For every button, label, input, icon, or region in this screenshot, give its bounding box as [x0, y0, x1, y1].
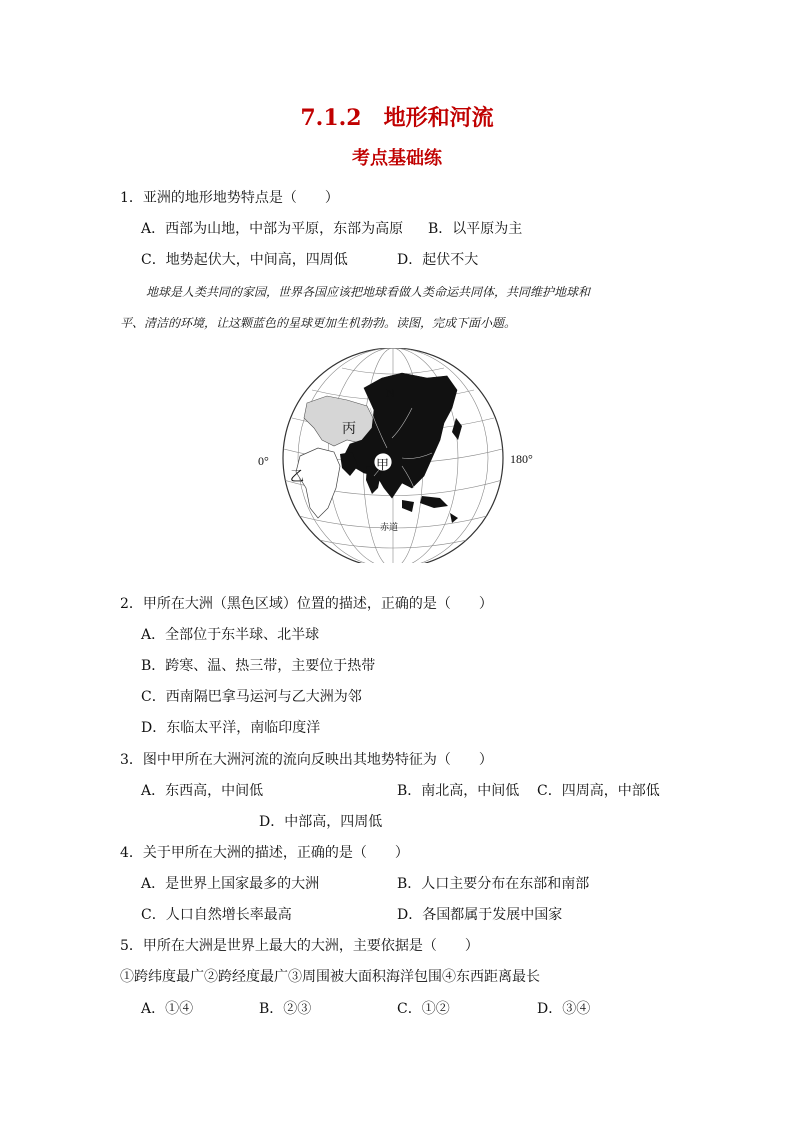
intro-line-1: 地球是人类共同的家园，世界各国应该把地球看做人类命运共同体，共同维护地球和: [146, 285, 591, 299]
q2-option-c[interactable]: C．西南隔巴拿马运河与乙大洲为邻: [141, 689, 362, 705]
q5-stem: 5．甲所在大洲是世界上最大的大洲，主要依据是（ ）: [120, 938, 479, 954]
label-equator: 赤道: [380, 522, 399, 532]
q1-option-d[interactable]: D．起伏不大: [397, 252, 479, 268]
page-title: 7.1.2 地形和河流: [300, 105, 494, 131]
q4-option-c[interactable]: C．人口自然增长率最高: [141, 907, 292, 923]
label-bing: 丙: [342, 422, 356, 437]
q1-stem: 1．亚洲的地形地势特点是（ ）: [120, 190, 339, 206]
q1-option-a[interactable]: A．西部为山地，中部为平原，东部为高原: [141, 221, 404, 237]
q3-option-a[interactable]: A．东西高，中间低: [141, 783, 264, 799]
label-0-degree: 0°: [258, 454, 269, 468]
page-subtitle: 考点基础练: [352, 148, 442, 169]
q3-option-b[interactable]: B．南北高，中间低: [397, 783, 520, 799]
q5-option-c[interactable]: C．①②: [397, 1001, 450, 1017]
q5-statements: ①跨纬度最广②跨经度最广③周围被大面积海洋包围④东西距离最长: [120, 969, 540, 985]
q2-stem: 2．甲所在大洲（黑色区域）位置的描述，正确的是（ ）: [120, 596, 493, 612]
label-n: N: [386, 386, 395, 400]
label-yi: 乙: [290, 470, 304, 485]
globe-map: [252, 348, 542, 563]
q4-option-d[interactable]: D．各国都属于发展中国家: [397, 907, 563, 923]
q5-option-b[interactable]: B．②③: [259, 1001, 312, 1017]
label-jia: 甲: [376, 457, 390, 472]
q5-option-d[interactable]: D．③④: [537, 1001, 591, 1017]
q3-stem: 3．图中甲所在大洲河流的流向反映出其地势特征为（ ）: [120, 752, 493, 768]
q4-stem: 4．关于甲所在大洲的描述，正确的是（ ）: [120, 845, 409, 861]
q2-option-d[interactable]: D．东临太平洋，南临印度洋: [141, 720, 321, 736]
intro-line-2: 平、清洁的环境，让这颗蓝色的星球更加生机勃勃。读图，完成下面小题。: [120, 316, 517, 330]
q2-option-b[interactable]: B．跨寒、温、热三带，主要位于热带: [141, 658, 376, 674]
q3-option-d[interactable]: D．中部高，四周低: [259, 814, 383, 830]
q5-option-a[interactable]: A．①④: [141, 1001, 194, 1017]
q3-option-c[interactable]: C．四周高，中部低: [537, 783, 660, 799]
q4-option-a[interactable]: A．是世界上国家最多的大洲: [141, 876, 320, 892]
q1-option-b[interactable]: B．以平原为主: [428, 221, 523, 237]
q2-option-a[interactable]: A．全部位于东半球、北半球: [141, 627, 320, 643]
label-180-degree: 180°: [510, 452, 533, 466]
q4-option-b[interactable]: B．人口主要分布在东部和南部: [397, 876, 590, 892]
q1-option-c[interactable]: C．地势起伏大，中间高，四周低: [141, 252, 348, 268]
